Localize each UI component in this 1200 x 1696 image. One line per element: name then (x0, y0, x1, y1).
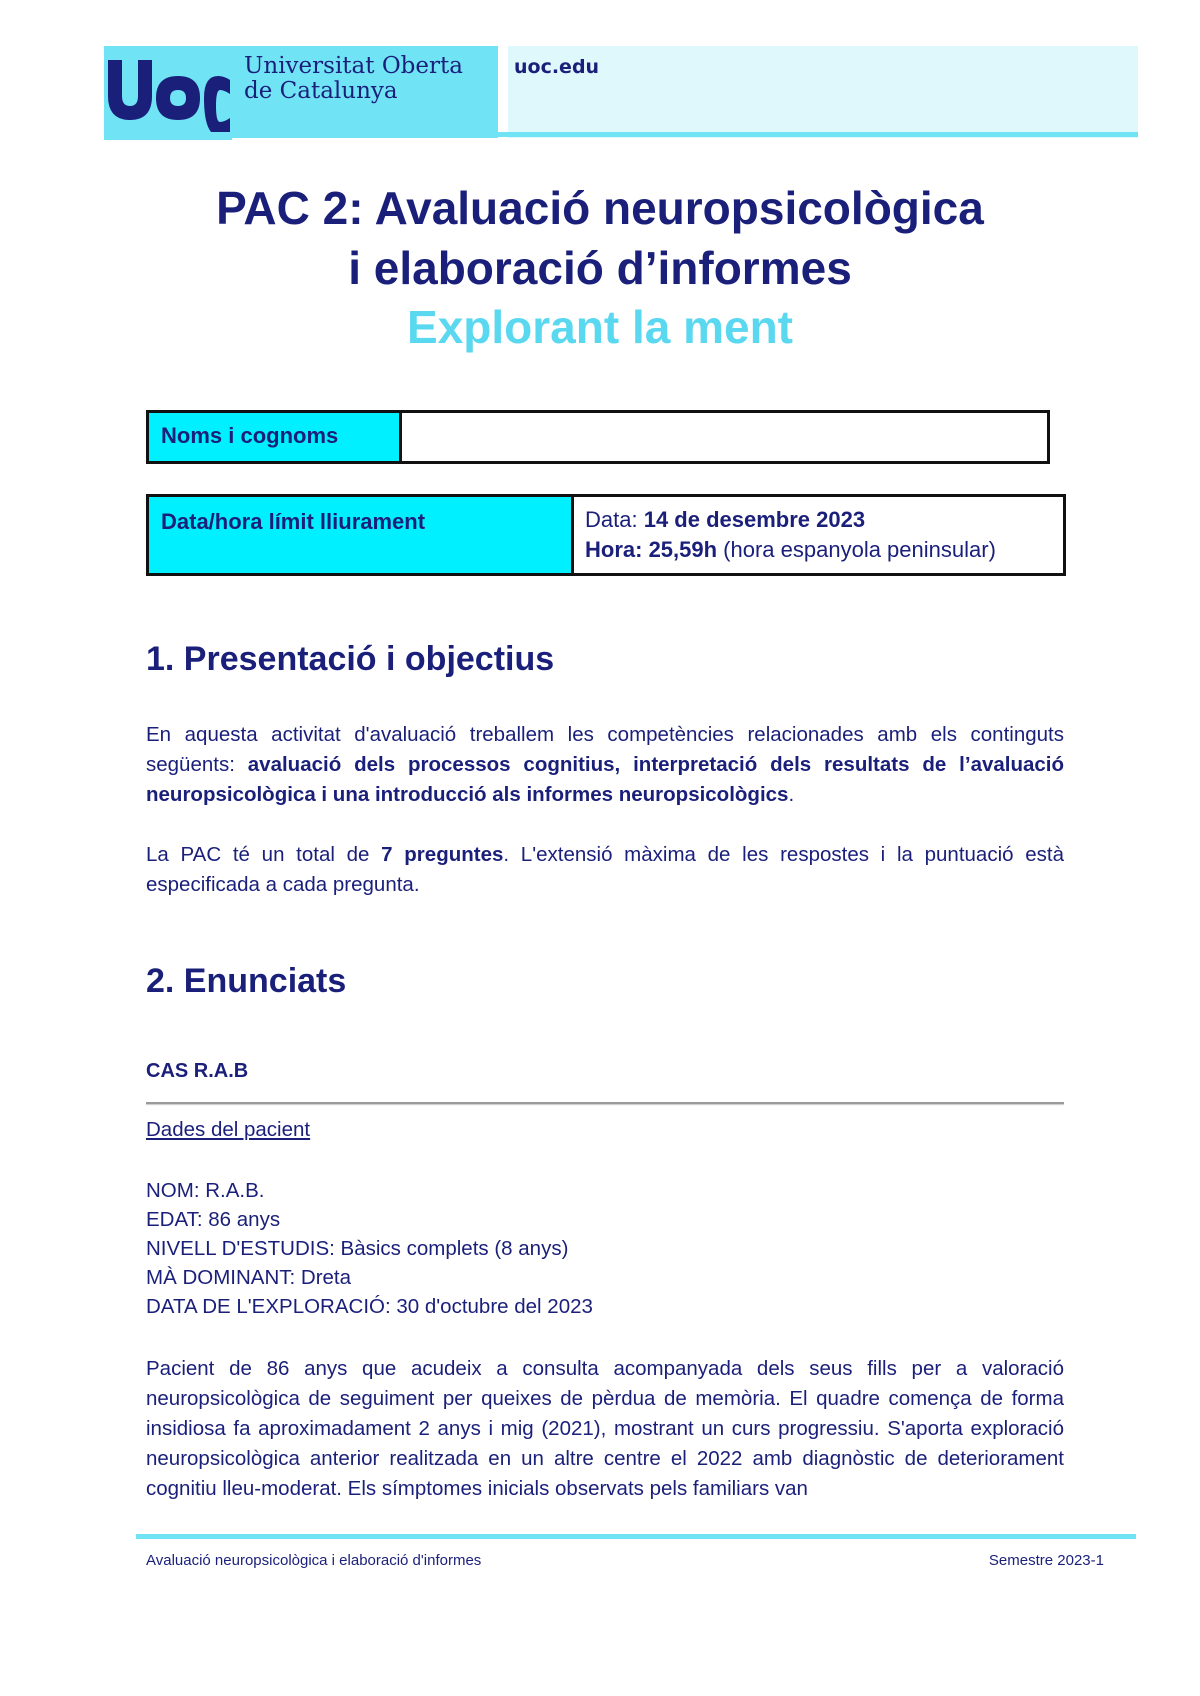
case-title: CAS R.A.B (146, 1060, 249, 1082)
p1-end: . (788, 783, 795, 806)
patient-name: NOM: R.A.B. (146, 1179, 265, 1202)
footer-right: Semestre 2023-1 (988, 1552, 1104, 1569)
deadline-date (585, 505, 1053, 535)
footer-left: Avaluació neuropsicològica i elaboració d'informes (146, 1552, 482, 1569)
date-value: 14 de desembre 2023 (643, 507, 866, 532)
header-underline (104, 132, 1138, 137)
p1-start: En aquesta activitat d'avaluació treballem les competències relacionades amb els continguts següents: (146, 723, 1064, 776)
patient-age: EDAT: 86 anys (146, 1208, 281, 1231)
patient-handedness: MÀ DOMINANT: Dreta (146, 1266, 352, 1289)
header-gap (498, 46, 508, 138)
university-name (244, 54, 463, 104)
hour-value: 25,59h (648, 537, 718, 562)
deadline-table (146, 494, 1066, 576)
url-block (508, 46, 1138, 138)
name-label: Noms i cognoms (149, 413, 399, 461)
p2-start: La PAC té un total de (146, 843, 382, 866)
case-paragraph: Pacient de 86 anys que acudeix a consulta acompanyada dels seus fills per a valoració neuropsicològica de seguiment per queixes de pèrdua de memòria. El quadre comença de forma insidiosa fa aproximadament 2 anys i mig (2021), mostrant un curs progressiu. S'aporta exploració neuropsicològica anterior realitzada en un altre centre el 2022 amb diagnòstic de deteriorament cognitiu lleu-moderat. Els símptomes inicials observats pels familiars van (146, 1357, 1064, 1500)
p2-end: . L'extensió màxima de les respostes i la puntuació està especificada a cada pregunta. (146, 843, 1064, 896)
patient-data-heading: Dades del pacient (146, 1118, 311, 1141)
hour-prefix: Hora: (585, 537, 649, 562)
p1-bold: avaluació dels processos cognitius, interpretació dels resultats de l’avaluació neuropsicològica i una introducció als informes neuropsicològics (146, 753, 1065, 806)
footer-line (136, 1534, 1136, 1539)
patient-fields (146, 1176, 593, 1321)
page-title-line1: PAC 2: Avaluació neuropsicològica (216, 182, 984, 234)
deadline-value (575, 497, 1063, 573)
name-table-divider (399, 413, 402, 461)
exploration-date: DATA DE L'EXPLORACIÓ: 30 d'octubre del 2023 (146, 1295, 593, 1318)
page-title-line2: i elaboració d’informes (348, 242, 852, 294)
hour-suffix: (hora espanyola peninsular) (717, 537, 996, 562)
p2-bold: 7 preguntes (381, 843, 504, 866)
university-line2: de Catalunya (244, 78, 398, 104)
section2-heading: 2. Enunciats (146, 962, 347, 1000)
university-line1: Universitat Oberta (244, 53, 463, 79)
section1-paragraph1 (146, 720, 1064, 810)
page-subtitle: Explorant la ment (407, 301, 793, 353)
name-table (146, 410, 1050, 464)
section1-paragraph2 (146, 840, 1064, 900)
name-field[interactable] (403, 413, 1047, 461)
deadline-label: Data/hora límit lliurament (149, 497, 571, 573)
patient-education: NIVELL D'ESTUDIS: Bàsics complets (8 anys) (146, 1237, 569, 1260)
site-url[interactable]: uoc.edu (514, 56, 600, 78)
section1-heading: 1. Presentació i objectius (146, 640, 555, 678)
uoc-logo-icon (104, 40, 232, 140)
date-prefix: Data: (585, 507, 644, 532)
case-divider (146, 1102, 1064, 1104)
deadline-table-divider (571, 497, 574, 573)
deadline-hour (585, 535, 1053, 565)
